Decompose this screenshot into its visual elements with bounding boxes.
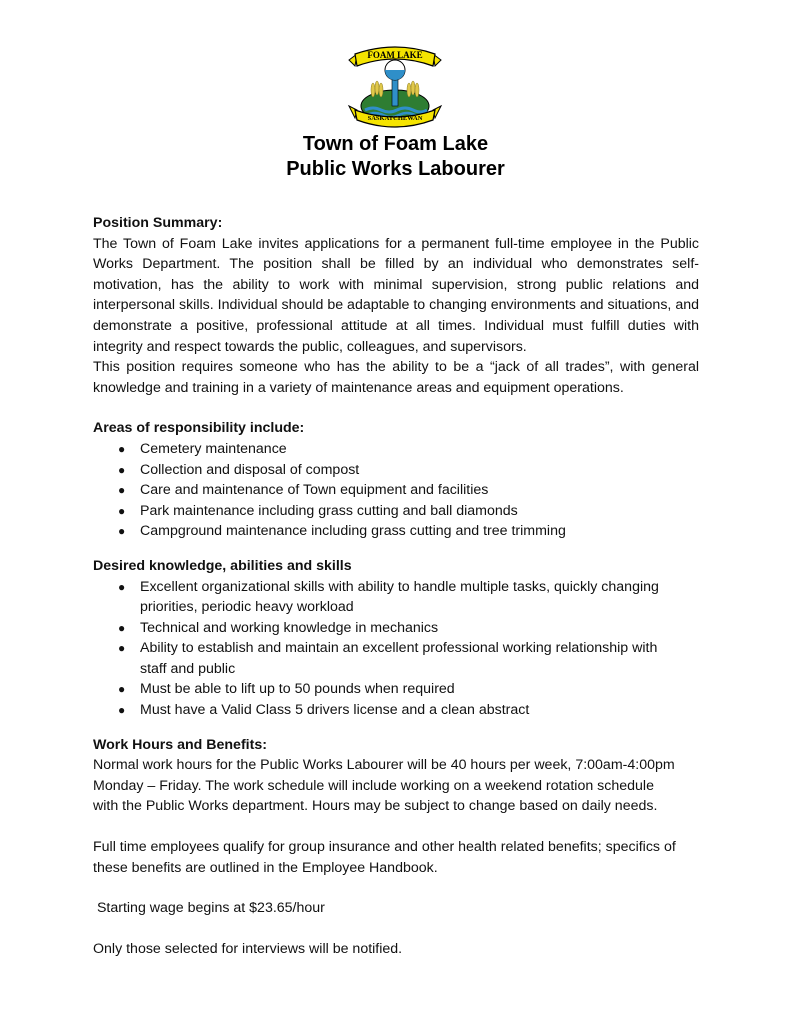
bullet-icon: ● — [118, 641, 126, 656]
position-summary-paragraph-2: This position requires someone who has the ability to be a “jack of all trades”, with general knowledge and training in a variety of maintenance areas and equipment operations. — [93, 359, 699, 396]
town-crest-icon — [343, 40, 447, 128]
list-item: ● Technical and working knowledge in mechanics — [93, 618, 669, 639]
document-body — [93, 213, 699, 959]
bullet-icon: ● — [118, 524, 126, 539]
responsibilities-heading: Areas of responsibility include: — [93, 420, 305, 437]
closing-note: Only those selected for interviews will be notified. — [93, 940, 403, 957]
bullet-icon: ● — [118, 441, 126, 456]
logo-top-text: FOAM LAKE — [367, 50, 423, 60]
list-item: ● Campground maintenance including grass cutting and tree trimming — [93, 521, 699, 542]
list-item: ● Must have a Valid Class 5 drivers license and a clean abstract — [93, 700, 669, 721]
bullet-icon: ● — [118, 579, 126, 594]
title-town: Town of Foam Lake — [302, 133, 489, 155]
title-position: Public Works Labourer — [286, 158, 505, 180]
page-title — [0, 132, 791, 182]
bullet-icon: ● — [118, 703, 126, 718]
position-summary-heading: Position Summary: — [93, 215, 223, 231]
list-item: ● Ability to establish and maintain an excellent professional working relationship with staff and public — [118, 640, 658, 677]
logo-bottom-text: SASKATCHEWAN — [367, 115, 423, 122]
responsibilities-list — [93, 439, 699, 542]
list-item: ● Cemetery maintenance — [93, 439, 699, 460]
work-hours-heading: Work Hours and Benefits: — [93, 736, 267, 753]
list-item: ● Collection and disposal of compost — [93, 460, 699, 481]
position-summary-paragraph: The Town of Foam Lake invites applications for a permanent full-time employee in the Public Works Department. The position shall be filled by an individual who demonstrates self-motivation, has the ability to work with minimal supervision, strong public relations and interpersonal skills. Individual should be adaptable to changing environments and situations, and demonstrate a positive, professional attitude at all times. Individual must fulfill duties with integrity and respect towards the public, colleagues, and supervisors. — [93, 235, 699, 355]
bullet-icon: ● — [118, 682, 126, 697]
list-item: ● Must be able to lift up to 50 pounds when required — [93, 679, 669, 700]
skills-heading: Desired knowledge, abilities and skills — [93, 557, 352, 574]
work-hours-paragraph: Normal work hours for the Public Works Labourer will be 40 hours per week, 7:00am-4:00pm Monday – Friday. The work schedule will include working on a weekend rotation schedule with the Public Works department. Hours may be subject to change based on daily needs. — [93, 757, 675, 815]
bullet-icon: ● — [118, 503, 126, 518]
list-item: ● Excellent organizational skills with ability to handle multiple tasks, quickly changing priorities, periodic heavy workload — [118, 578, 659, 616]
bullet-icon: ● — [118, 483, 126, 498]
bullet-icon: ● — [118, 620, 126, 635]
bullet-icon: ● — [118, 462, 126, 477]
list-item: ● Park maintenance including grass cutting and ball diamonds — [93, 501, 699, 522]
list-item: ● Care and maintenance of Town equipment and facilities — [93, 480, 699, 501]
benefits-paragraph: Full time employees qualify for group insurance and other health related benefits; specifics of these benefits are outlined in the Employee Handbook. — [93, 839, 676, 876]
starting-wage: Starting wage begins at $23.65/hour — [93, 900, 325, 917]
skills-list — [93, 577, 699, 721]
foam-lake-logo — [343, 40, 447, 128]
